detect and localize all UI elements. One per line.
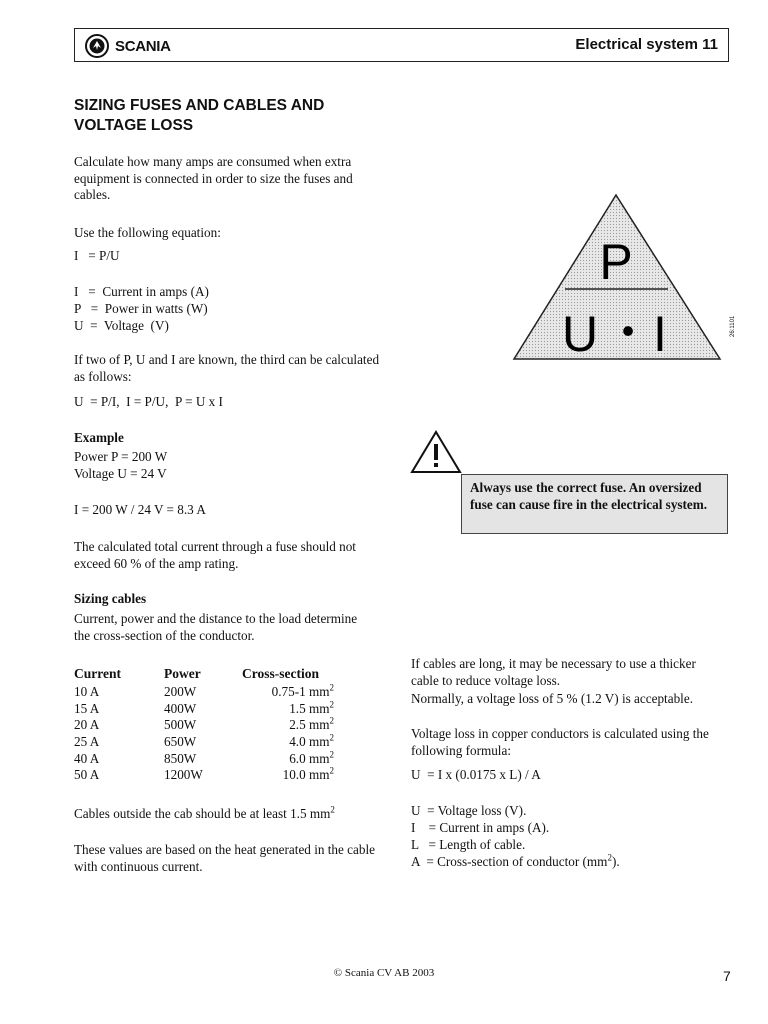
pui-triangle-diagram [510,193,722,363]
loss-def-a: A = Cross-section of conductor $(mm^2)$. [411,852,620,869]
cell-power: 850W [164,750,197,766]
warning-icon [410,430,462,474]
formulas: U = P/I, I = P/U, P = U x I [74,394,223,409]
copyright: © Scania CV AB 2003 [333,967,435,979]
cell-cross-section: 0.75-1 $mm^2$ [271,682,334,700]
figure-id: 26:1101 [730,315,736,337]
example-power: Power P = 200 W [74,449,168,464]
table-row [74,750,334,767]
use-equation-text: Use the following equation: [74,225,221,240]
page-header [74,28,729,62]
cell-cross-section: 6.0 $mm^2$ [289,749,334,766]
table-header-row [74,664,334,684]
loss-def-u: U = Voltage loss (V). [411,803,527,818]
long-cables-text: If cables are long, it may be necessary to use a thicker cable to reduce voltage loss. [411,656,696,688]
third-calc-text: If two of P, U and I are known, the third can be calculated as follows: [74,352,380,384]
page-number: 7 [723,968,731,984]
cell-current: 20 A [74,717,100,733]
cell-power: 500W [164,717,197,733]
cell-current: 10 A [74,684,100,700]
cell-cross-section: 1.5 $mm^2$ [289,699,334,716]
page-title: SIZING FUSES AND CABLES AND VOLTAGE LOSS [74,97,325,134]
intro-paragraph: Calculate how many amps are consumed when extra equipment is connected in order to size the fuses and cables. [74,154,353,202]
cable-table [74,664,334,784]
example-title: Example [74,430,124,445]
cell-power: 400W [164,700,197,716]
example-result: I = 200 W / 24 V = 8.3 A [74,502,206,517]
loss-def-l: L = Length of cable. [411,837,526,852]
triangle-u: U [561,306,599,362]
cell-cross-section: 2.5 $mm^2$ [289,716,334,733]
sizing-title: Sizing cables [74,591,147,606]
cell-cross-section: 4.0 $mm^2$ [289,732,334,750]
triangle-p: P [599,234,633,290]
loss-formula: U = I x (0.0175 x L) / A [411,767,541,782]
table-row [74,767,334,784]
cell-current: 50 A [74,767,100,783]
warning-box: Always use the correct fuse. An oversized fuse can cause fire in the electrical system. [461,474,728,534]
column-header: Power [164,666,201,681]
cell-power: 650W [164,734,197,750]
loss-def-i: I = Current in amps (A). [411,820,550,835]
scania-logo [85,33,171,59]
acceptable-loss-text: Normally, a voltage loss of 5 % (1.2 V) is acceptable. [411,691,693,706]
definition-i: I = Current in amps (A) [74,284,209,299]
heat-note: These values are based on the heat generated in the cable with continuous current. [74,842,375,874]
triangle-dot: • [621,310,635,351]
table-row [74,684,334,701]
fuse-note: The calculated total current through a fuse should not exceed 60 % of the amp rating. [74,539,356,571]
definition-p: P = Power in watts (W) [74,301,208,316]
cell-current: 15 A [74,700,100,716]
cell-current: 40 A [74,750,100,766]
triangle-i: I [653,306,667,362]
example-voltage: Voltage U = 24 V [74,466,167,481]
table-row [74,734,334,751]
section-title: Electrical system 11 [575,36,718,53]
brand-name: SCANIA [115,37,171,55]
definition-u: U = Voltage (V) [74,318,169,333]
cell-power: 1200W [164,767,203,783]
loss-calc-text: Voltage loss in copper conductors is calculated using the following formula: [411,726,709,758]
cell-current: 25 A [74,734,100,750]
sizing-text: Current, power and the distance to the load determine the cross-section of the conductor. [74,611,358,643]
outside-cab-note: Cables outside the cab should be at least 1.5 $mm^2$ [74,804,335,821]
equation: I = P/U [74,248,120,263]
cell-cross-section: 10.0 $mm^2$ [282,765,334,783]
column-header: Cross-section [242,666,319,681]
table-row [74,717,334,734]
table-row [74,701,334,718]
column-header: Current [74,666,121,681]
scania-griffin-icon [85,34,109,58]
cell-power: 200W [164,684,197,700]
